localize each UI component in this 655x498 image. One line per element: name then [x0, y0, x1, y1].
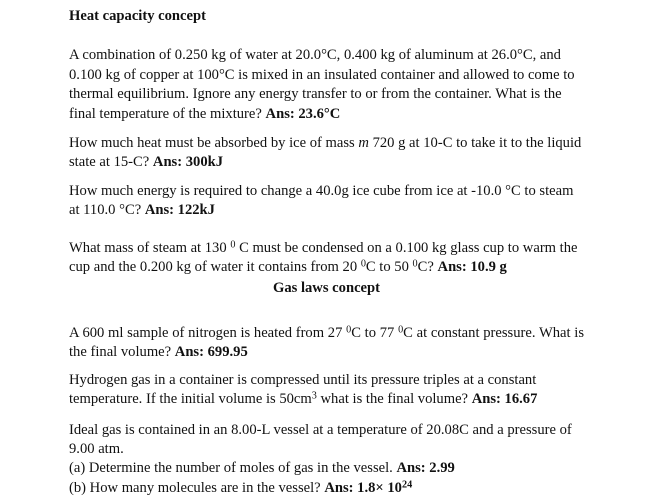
document: [69, 7, 584, 498]
heat-question-2: [69, 134, 584, 173]
heat-question-3-answer: Ans: 122kJ: [145, 202, 215, 218]
gas-question-2-text-a: Hydrogen gas in a container is compressed until its pressure triples at a constant temperature. If the initial volume is 50cm: [69, 372, 536, 407]
gas-laws-heading: Gas laws concept: [69, 279, 584, 298]
degree-sup: 0: [230, 239, 235, 250]
degree-sup: 0: [361, 258, 366, 269]
gas-question-3-text: Ideal gas is contained in an 8.00-L vessel at a temperature of 20.08C and a pressure of 9.00 atm.: [69, 422, 572, 457]
heat-question-4-text-d: C?: [418, 259, 434, 275]
heat-question-2-text-b: 720 g at 10-C to take it to the liquid state at 15-C?: [69, 135, 581, 170]
gas-question-3: [69, 421, 584, 498]
degree-sup: 0: [346, 324, 351, 335]
gas-question-3-part-b-answer-base: Ans: 1.8× 10: [324, 480, 402, 496]
gas-question-3-part-b: (b) How many molecules are in the vessel?: [69, 480, 321, 496]
heat-question-1-answer: Ans: 23.6°C: [266, 106, 341, 122]
gas-question-1-text-c: C at constant pressure. What is the final volume?: [69, 325, 584, 360]
gas-question-1-text-a: A 600 ml sample of nitrogen is heated from 27: [69, 325, 346, 341]
gas-question-1-text-b: C to 77: [351, 325, 398, 341]
cubed-sup: 3: [312, 391, 317, 402]
heat-question-4: [69, 239, 584, 278]
heat-capacity-heading: Heat capacity concept: [69, 7, 584, 26]
degree-sup: 0: [413, 258, 418, 269]
heat-question-2-text-a: How much heat must be absorbed by ice of mass: [69, 135, 358, 151]
gas-question-2-answer: Ans: 16.67: [472, 391, 538, 407]
heat-question-2-answer: Ans: 300kJ: [153, 154, 223, 170]
heat-question-4-text-c: C to 50: [366, 259, 413, 275]
gas-question-1: [69, 324, 584, 363]
heat-question-4-answer: Ans: 10.9 g: [438, 259, 507, 275]
degree-sup: 0: [398, 324, 403, 335]
heat-question-3-text: How much energy is required to change a 40.0g ice cube from ice at -10.0 °C to steam at 110.0 °C?: [69, 183, 573, 218]
heat-question-1: [69, 46, 584, 124]
gas-question-1-answer: Ans: 699.95: [175, 344, 248, 360]
heat-question-4-text-b: C must be condensed on a 0.100 kg glass cup to warm the cup and the 0.200 kg of water it contains from 20: [69, 240, 578, 275]
gas-question-3-part-b-answer: [324, 480, 412, 496]
heat-question-1-text: A combination of 0.250 kg of water at 20.0°C, 0.400 kg of aluminum at 26.0°C, and 0.100 kg of copper at 100°C is mixed in an insulated container and allowed to come to thermal equilibrium. Ignore any energy transfer to or from the container. What is the final temperature of the mixture?: [69, 47, 575, 121]
gas-question-2: [69, 371, 584, 410]
gas-question-3-part-a-answer: Ans: 2.99: [396, 460, 454, 476]
gas-question-2-text-b: what is the final volume?: [317, 391, 468, 407]
heat-question-4-text-a: What mass of steam at 130: [69, 240, 230, 256]
gas-question-3-part-a: (a) Determine the number of moles of gas in the vessel.: [69, 460, 393, 476]
exponent-sup: 24: [402, 479, 412, 490]
heat-question-3: [69, 182, 584, 221]
mass-variable: m: [358, 135, 369, 151]
